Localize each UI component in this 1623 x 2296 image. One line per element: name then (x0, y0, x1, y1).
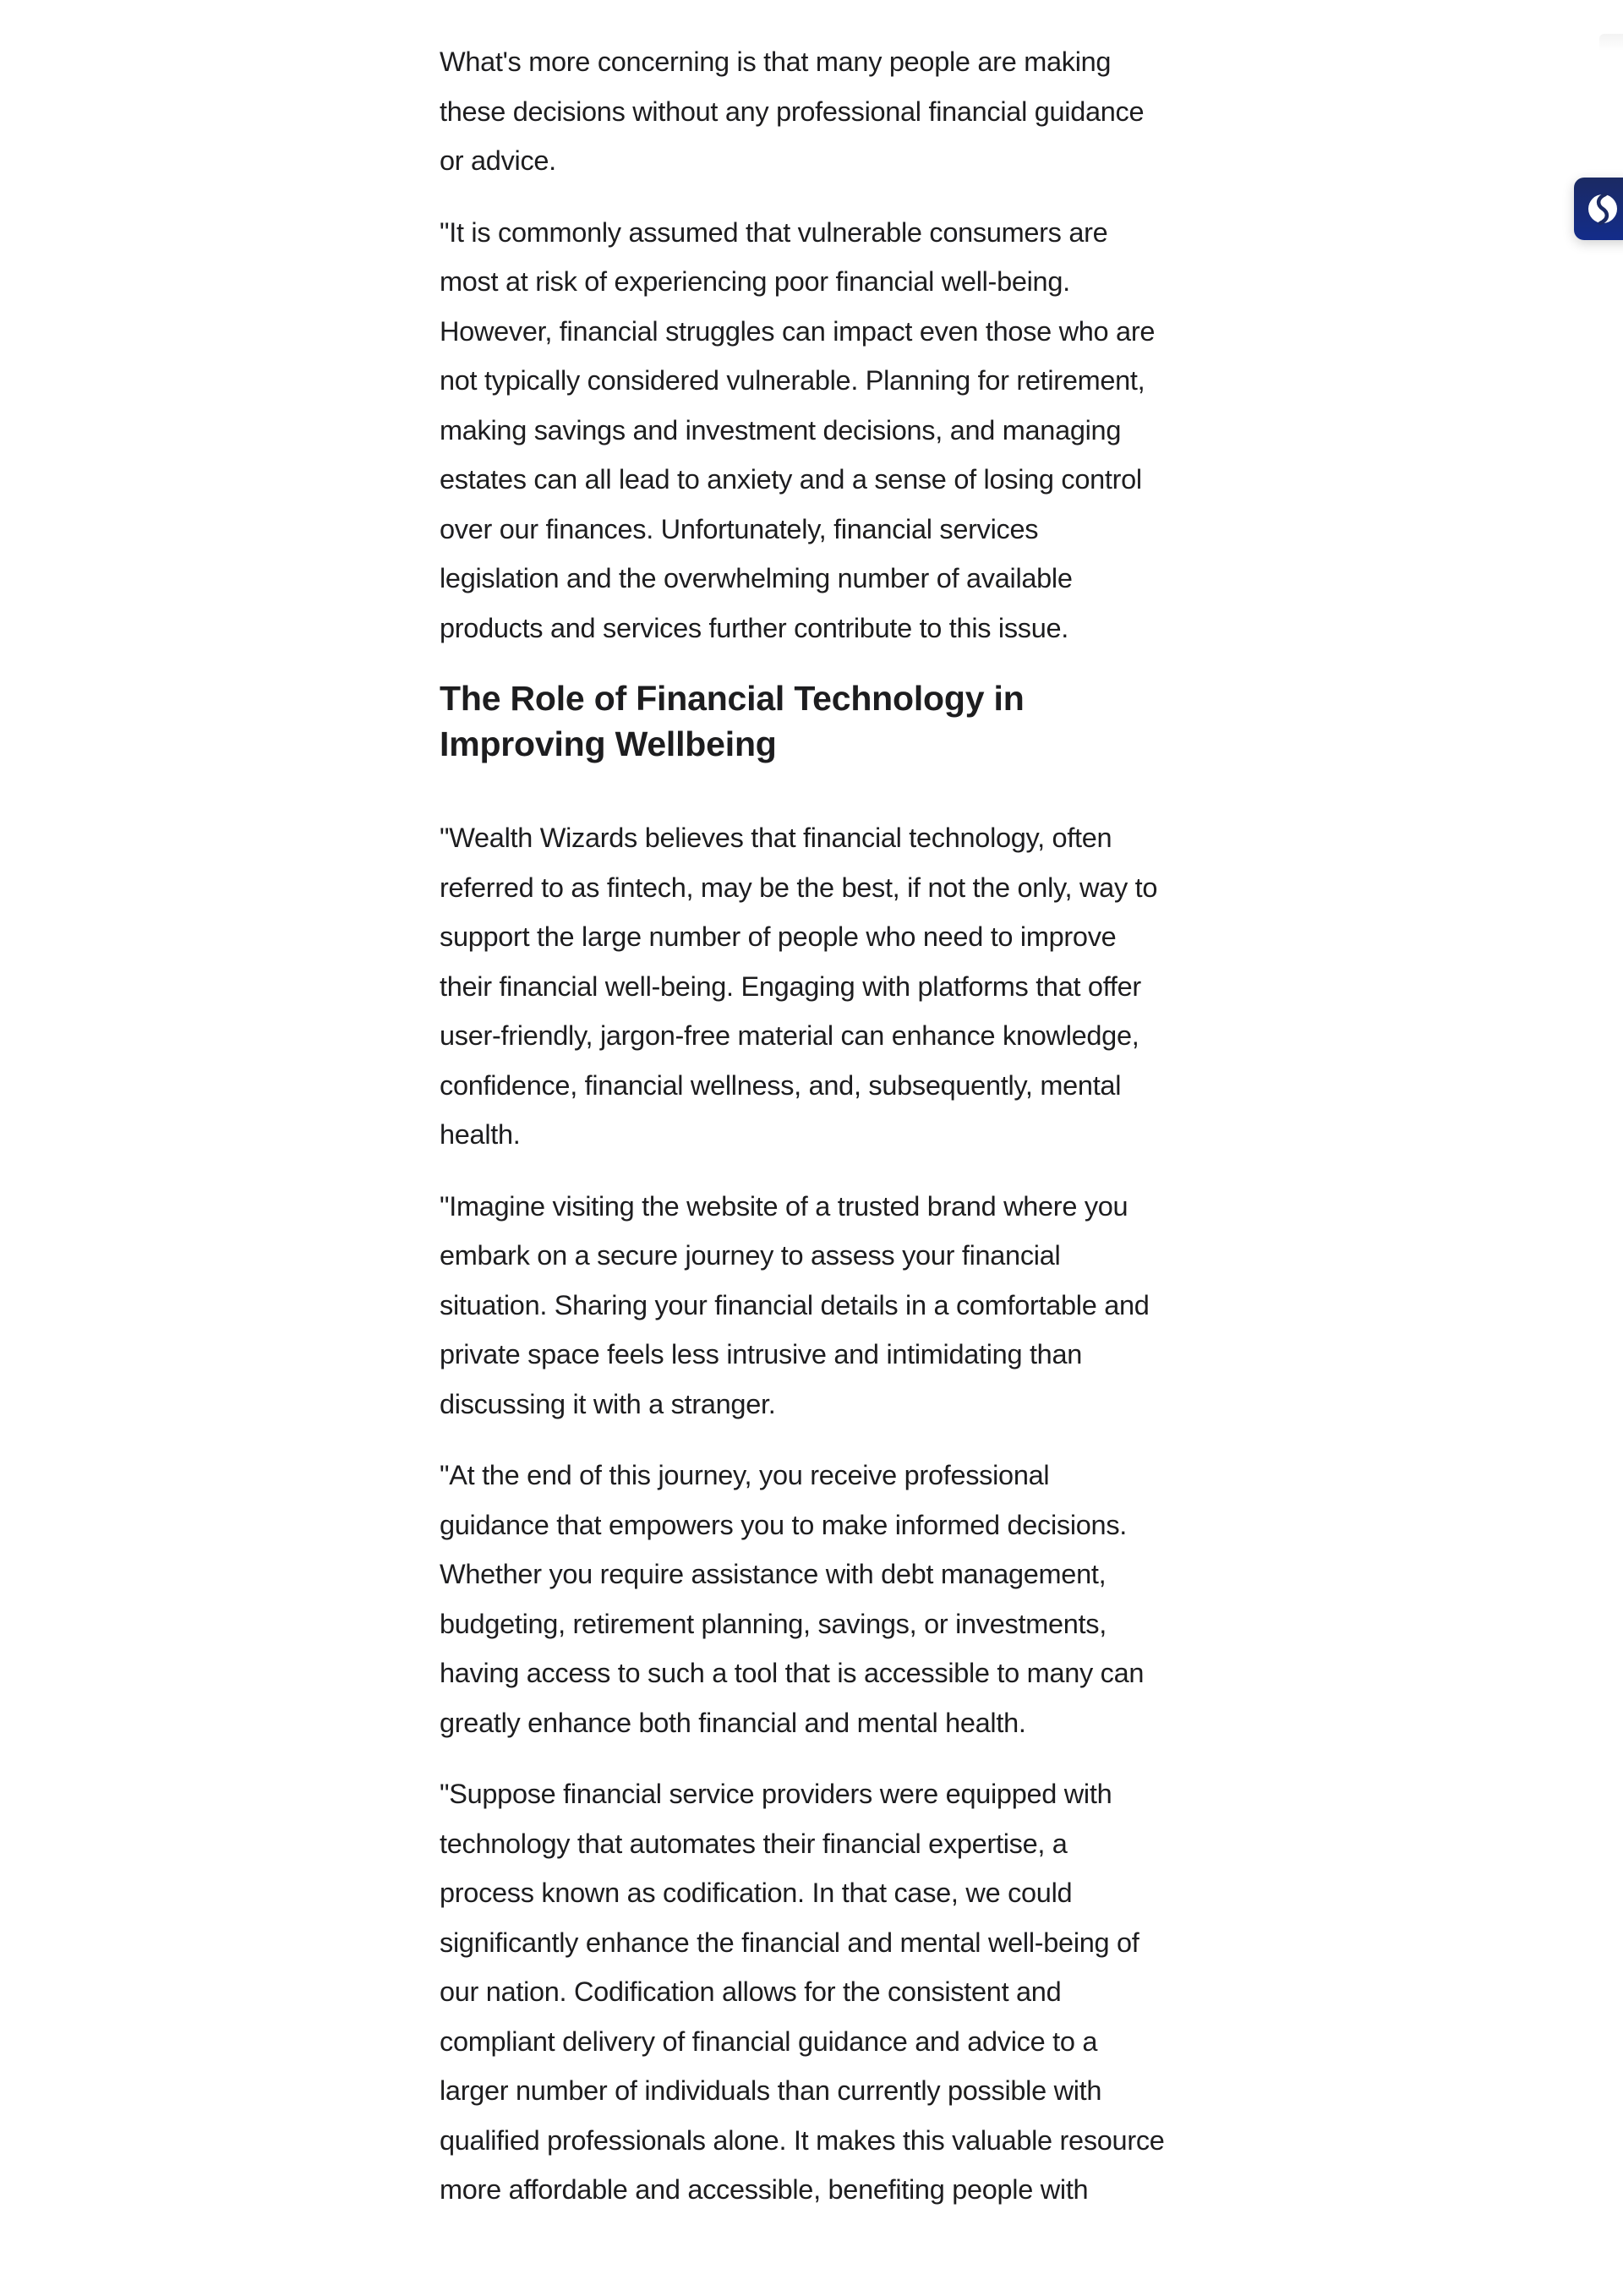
paragraph-line: compliant delivery of financial guidance and advice to a (440, 2025, 1098, 2057)
paragraph-line: making savings and investment decisions, and managing (440, 414, 1122, 446)
paragraph-line: having access to such a tool that is accessible to many can (440, 1658, 1145, 1688)
s-logo-icon (1586, 192, 1620, 226)
paragraph (440, 1451, 1200, 1747)
paragraph-line: user-friendly, jargon-free material can enhance knowledge, (440, 1020, 1139, 1051)
paragraph-line: significantly enhance the financial and mental well-being of (440, 1927, 1139, 1958)
paragraph-line: Whether you require assistance with debt management, (440, 1559, 1107, 1589)
paragraph-line: "Wealth Wizards believes that financial technology, often (440, 823, 1112, 853)
paragraph-line: estates can all lead to anxiety and a sense of losing control (440, 464, 1142, 495)
paragraph-line: referred to as fintech, may be the best, if not the only, way to (440, 872, 1158, 903)
paragraph-line: their financial well-being. Engaging with platforms that offer (440, 970, 1141, 1002)
paragraph-line: qualified professionals alone. It makes this valuable resource (440, 2124, 1165, 2156)
paragraph-line: technology that automates their financial expertise, a (440, 1828, 1068, 1859)
paragraph-line: "At the end of this journey, you receive professional (440, 1460, 1050, 1490)
paragraph-line: "Imagine visiting the website of a trusted brand where you (440, 1190, 1128, 1222)
paragraph-line: private space feels less intrusive and intimidating than (440, 1339, 1083, 1369)
paragraphs-before (440, 37, 1200, 653)
assistant-widget-button[interactable] (1574, 178, 1623, 240)
paragraph (440, 1769, 1200, 2215)
paragraph-line: most at risk of experiencing poor financial well-being. (440, 266, 1070, 297)
paragraph-line: legislation and the overwhelming number of available (440, 563, 1073, 593)
paragraph-line: or advice. (440, 145, 556, 176)
paragraph-line: larger number of individuals than currently possible with (440, 2075, 1102, 2106)
paragraph-line: confidence, financial wellness, and, subsequently, mental (440, 1069, 1122, 1101)
paragraph (440, 1182, 1200, 1430)
paragraph-line: "Suppose financial service providers were equipped with (440, 1779, 1112, 1809)
paragraph-line: support the large number of people who need to improve (440, 921, 1117, 952)
section-heading (440, 675, 1200, 767)
paragraph-line: "It is commonly assumed that vulnerable consumers are (440, 216, 1108, 248)
paragraph-line: What's more concerning is that many people are making (440, 46, 1112, 77)
paragraph-line: products and services further contribute to this issue. (440, 612, 1069, 643)
paragraph-line: not typically considered vulnerable. Planning for retirement, (440, 365, 1145, 396)
paragraph-line: health. (440, 1119, 521, 1150)
paragraph-line: greatly enhance both financial and mental health. (440, 1707, 1026, 1738)
paragraph-line: more affordable and accessible, benefiting people with (440, 2174, 1089, 2205)
paragraph-line: situation. Sharing your financial details in a comfortable and (440, 1289, 1150, 1320)
paragraph-line: budgeting, retirement planning, savings, or investments, (440, 1608, 1107, 1639)
paragraph-line: discussing it with a stranger. (440, 1388, 776, 1419)
paragraphs-after (440, 813, 1200, 2215)
paragraph-line: process known as codification. In that case, we could (440, 1878, 1073, 1908)
article-body (440, 37, 1200, 2237)
heading-line: Improving Wellbeing (440, 724, 777, 763)
paragraph-line: guidance that empowers you to make informed decisions. (440, 1509, 1127, 1540)
paragraph-line: these decisions without any professional financial guidance (440, 96, 1145, 127)
paragraph-line: over our finances. Unfortunately, financial services (440, 513, 1039, 544)
paragraph (440, 813, 1200, 1160)
paragraph (440, 208, 1200, 653)
paragraph-line: embark on a secure journey to assess your financial (440, 1240, 1061, 1271)
paragraph (440, 37, 1200, 186)
corner-shadow (1599, 34, 1623, 51)
heading-line: The Role of Financial Technology in (440, 679, 1025, 718)
paragraph-line: our nation. Codification allows for the consistent and (440, 1976, 1062, 2007)
paragraph-line: However, financial struggles can impact even those who are (440, 315, 1156, 347)
